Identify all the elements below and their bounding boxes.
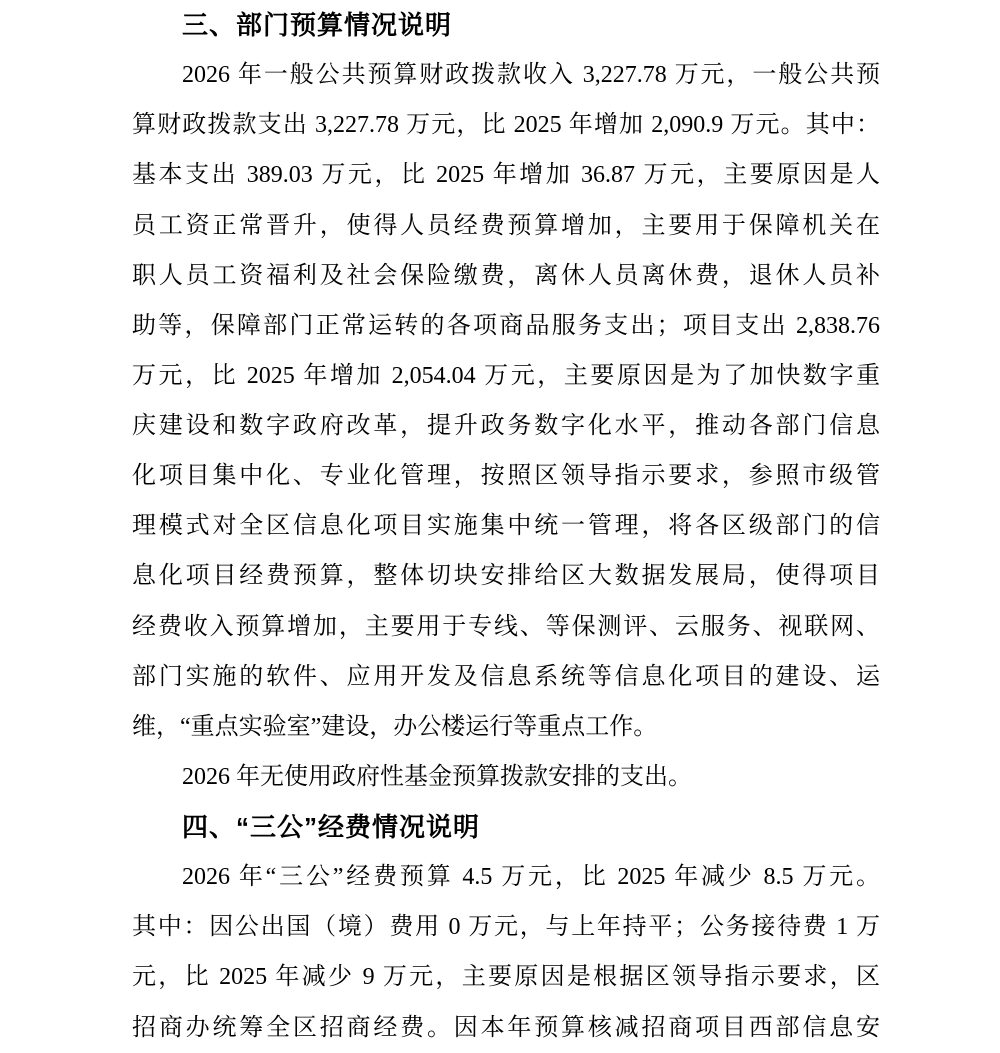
paragraph-line: 万元，比 2025 年增加 2,054.04 万元，主要原因是为了加快数字重 (132, 362, 880, 389)
document-body (132, 0, 880, 1053)
paragraph-line: 算财政拨款支出 3,227.78 万元，比 2025 年增加 2,090.9 万元。其中： (132, 112, 880, 139)
paragraph-line: 招商办统筹全区招商经费。因本年预算核减招商项目西部信息安 (132, 1014, 880, 1041)
paragraph-line: 2026 年“三公”经费预算 4.5 万元，比 2025 年减少 8.5 万元。 (182, 864, 880, 891)
paragraph-line: 理模式对全区信息化项目实施集中统一管理，将各区级部门的信 (132, 513, 880, 540)
paragraph-line: 维，“重点实验室”建设，办公楼运行等重点工作。 (132, 713, 658, 740)
paragraph-line: 经费收入预算增加，主要用于专线、等保测评、云服务、视联网、 (132, 613, 880, 640)
paragraph-line: 基本支出 389.03 万元，比 2025 年增加 36.87 万元，主要原因是人 (132, 162, 880, 189)
paragraph-line: 元，比 2025 年减少 9 万元，主要原因是根据区领导指示要求，区 (132, 964, 880, 991)
paragraph-line: 化项目集中化、专业化管理，按照区领导指示要求，参照市级管 (132, 463, 880, 490)
paragraph-line: 职人员工资福利及社会保险缴费，离休人员离休费，退休人员补 (132, 262, 880, 289)
section-heading: 三、部门预算情况说明 (182, 10, 453, 40)
paragraph-line: 部门实施的软件、应用开发及信息系统等信息化项目的建设、运 (132, 663, 880, 690)
paragraph-line: 2026 年无使用政府性基金预算拨款安排的支出。 (182, 763, 692, 790)
paragraph-line: 2026 年一般公共预算财政拨款收入 3,227.78 万元，一般公共预 (182, 62, 880, 89)
paragraph-line: 助等，保障部门正常运转的各项商品服务支出；项目支出 2,838.76 (132, 312, 880, 339)
paragraph-line: 其中：因公出国（境）费用 0 万元，与上年持平；公务接待费 1 万 (132, 914, 880, 941)
paragraph-line: 息化项目经费预算，整体切块安排给区大数据发展局，使得项目 (132, 563, 880, 590)
section-heading: 四、“三公”经费情况说明 (182, 812, 481, 842)
paragraph-line: 员工资正常晋升，使得人员经费预算增加，主要用于保障机关在 (132, 212, 880, 239)
paragraph-line: 庆建设和数字政府改革，提升政务数字化水平，推动各部门信息 (132, 413, 880, 439)
